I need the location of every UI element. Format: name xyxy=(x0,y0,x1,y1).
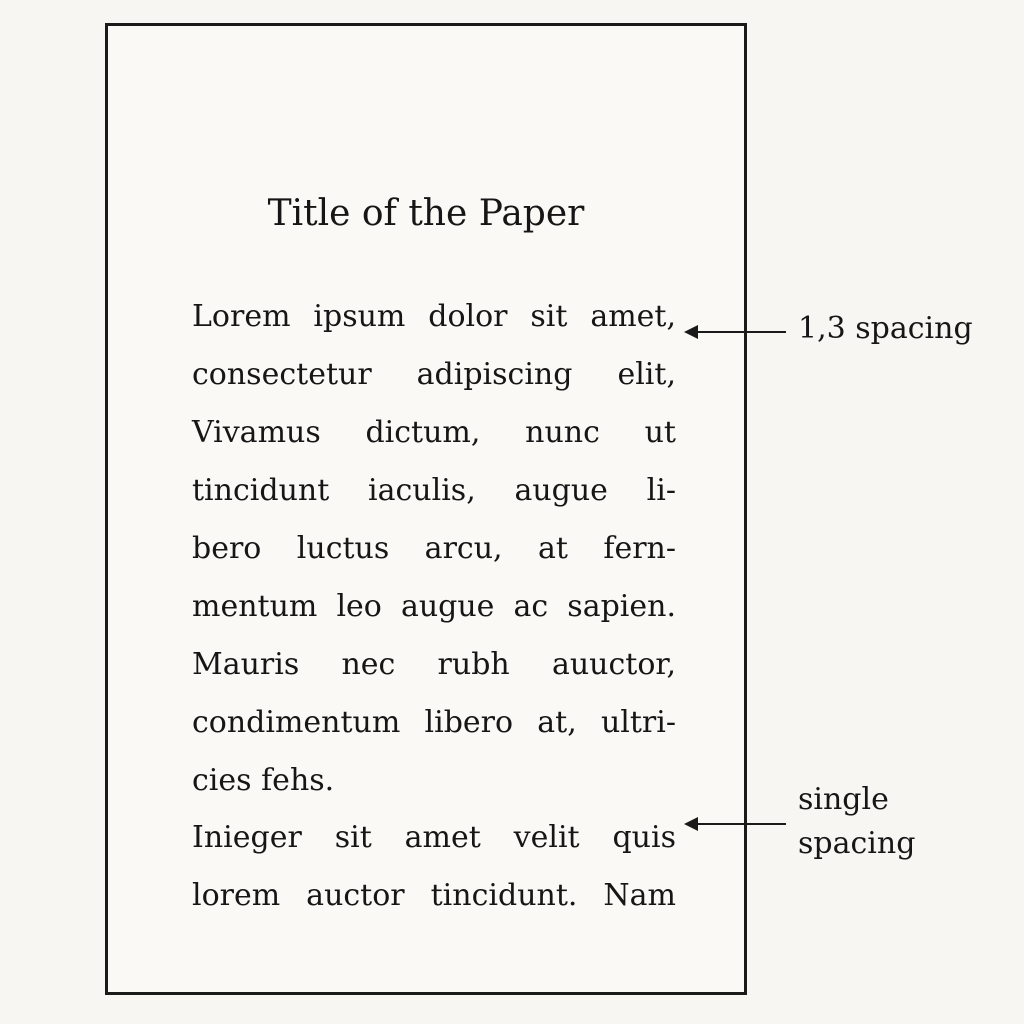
arrow-to-spacing-line xyxy=(686,331,786,333)
paragraph-two-line: Inieger sit amet velit quis xyxy=(192,820,676,855)
arrow-to-single-line xyxy=(686,823,786,825)
paragraph-one-line: Mauris nec rubh auuctor, xyxy=(192,647,676,682)
paragraph-one-line: bero luctus arcu, at fern- xyxy=(192,531,676,566)
paper-title: Title of the Paper xyxy=(267,193,585,234)
paragraph-one-line: consectetur adipiscing elit, xyxy=(192,357,676,392)
paragraph-two xyxy=(192,809,676,925)
paragraph-one-line: Lorem ipsum dolor sit amet, xyxy=(192,299,676,334)
paragraph-one-line: mentum leo augue ac sapien. xyxy=(192,589,676,624)
paragraph-one-line: condimentum libero at, ultri- xyxy=(192,705,676,740)
paper-page xyxy=(105,23,747,995)
annotation-top: 1,3 spacing xyxy=(798,311,973,346)
paragraph-one-line: Vivamus dictum, nunc ut xyxy=(192,415,676,450)
paragraph-one-line: tincidunt iaculis, augue li- xyxy=(192,473,676,508)
annotation-bottom-line2: spacing xyxy=(798,826,916,861)
annotation-bottom xyxy=(798,778,915,866)
paragraph-one-line: cies fehs. xyxy=(192,763,335,798)
arrow-left-icon xyxy=(684,817,698,831)
annotation-bottom-line1: single xyxy=(798,782,889,817)
paragraph-one xyxy=(192,288,676,810)
paragraph-two-line: lorem auctor tincidunt. Nam xyxy=(192,878,676,913)
arrow-left-icon xyxy=(684,325,698,339)
